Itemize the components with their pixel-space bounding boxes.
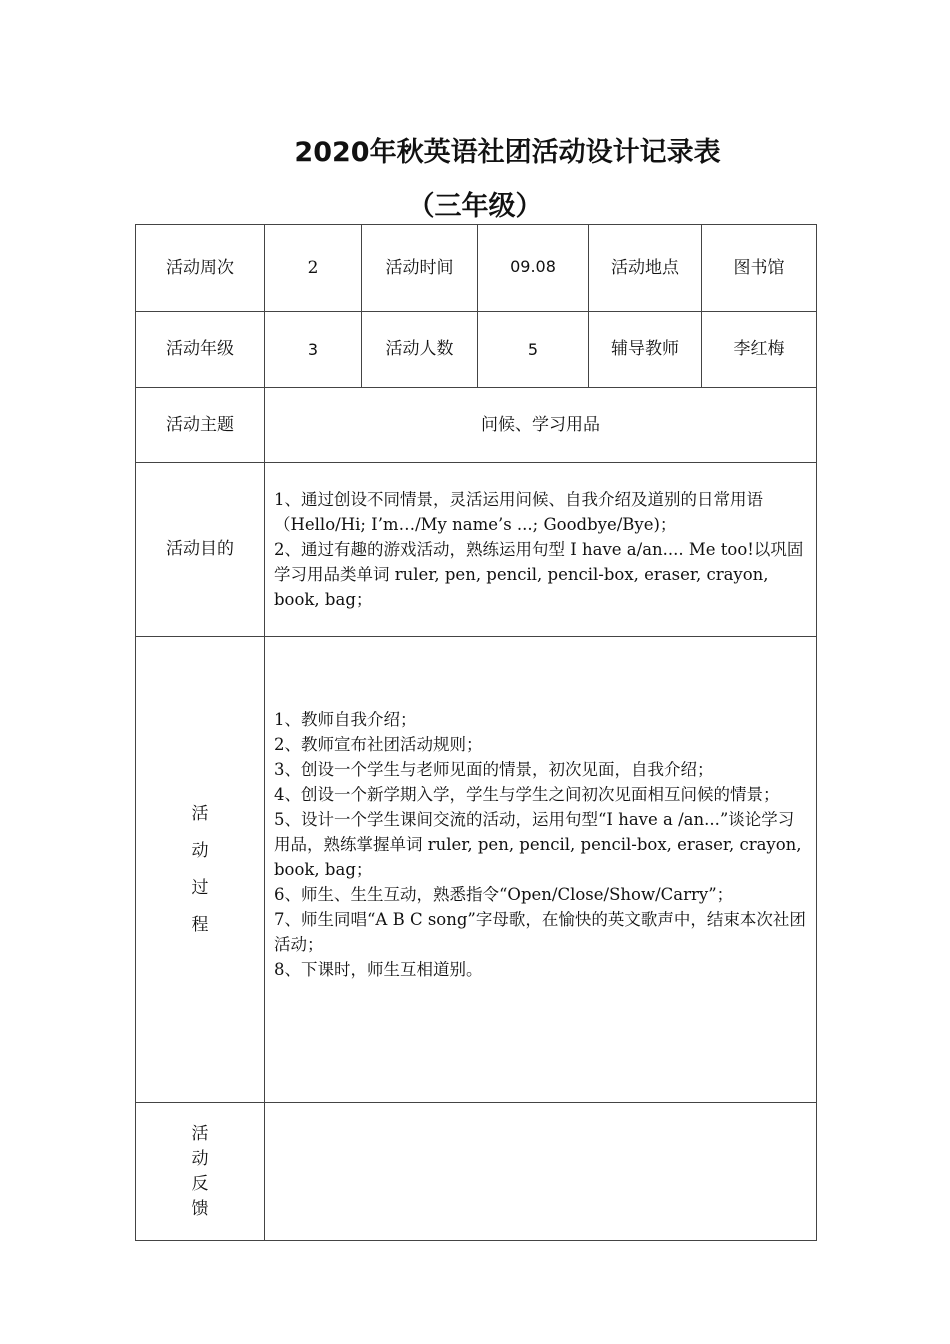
week-label-cell: 活动周次: [136, 225, 265, 312]
teacher-label-cell: 辅导教师: [589, 312, 702, 388]
goal-label-cell: 活动目的: [136, 463, 265, 637]
place-label-cell: 活动地点: [589, 225, 702, 312]
process-line: 1、教师自我介绍；: [274, 710, 417, 729]
process-line: 4、创设一个新学期入学，学生与学生之间初次见面相互问候的情景；: [274, 785, 780, 804]
grade-value-cell: 3: [265, 312, 362, 388]
goal-line: 1、通过创设不同情景，灵活运用问候、自我介绍及道别的日常用语（Hello/Hi; I’m…/My name’s ...; Goodbye/Bye)；: [274, 490, 763, 534]
table-row-week: [136, 225, 817, 312]
time-value-cell: 09.08: [478, 225, 589, 312]
place-value-cell: 图书馆: [702, 225, 817, 312]
process-label-char: 过: [191, 877, 209, 898]
activity-record-table: [135, 224, 817, 1241]
process-label-char: 程: [191, 914, 209, 935]
process-label-char: 活: [191, 803, 209, 824]
goal-line: 2、通过有趣的游戏活动，熟练运用句型 I have a/an.... Me too!以巩固学习用品类单词 ruler, pen, pencil, pencil-box, eraser, crayon, book, bag；: [274, 540, 804, 609]
feedback-label-char: 动: [191, 1148, 209, 1169]
process-line: 2、教师宣布社团活动规则；: [274, 735, 483, 754]
feedback-label-char: 反: [191, 1173, 209, 1194]
table-row-theme: [136, 388, 817, 463]
process-label-char: 动: [191, 840, 209, 861]
document-subtitle: [0, 184, 950, 223]
week-value-cell: 2: [265, 225, 362, 312]
feedback-label-char: 馈: [191, 1198, 209, 1219]
feedback-label-cell: [136, 1103, 265, 1241]
teacher-value-cell: 李红梅: [702, 312, 817, 388]
table-row-grade: [136, 312, 817, 388]
document-title: [0, 130, 950, 169]
process-line: 6、师生、生生互动，熟悉指令“Open/Close/Show/Carry”；: [274, 885, 734, 904]
table-row-process: [136, 637, 817, 1103]
theme-value-cell: 问候、学习用品: [265, 388, 817, 463]
table-row-goal: [136, 463, 817, 637]
document-title-text: 2020年秋英语社团活动设计记录表: [294, 137, 721, 168]
process-label-cell: [136, 637, 265, 1103]
document-subtitle-text: （三年级）: [407, 191, 543, 222]
process-line: 3、创设一个学生与老师见面的情景，初次见面，自我介绍；: [274, 760, 714, 779]
table-row-feedback: [136, 1103, 817, 1241]
grade-label-cell: 活动年级: [136, 312, 265, 388]
feedback-content-cell[interactable]: [265, 1103, 817, 1241]
time-label-cell: 活动时间: [362, 225, 478, 312]
feedback-label-char: 活: [191, 1123, 209, 1144]
count-value-cell: 5: [478, 312, 589, 388]
count-label-cell: 活动人数: [362, 312, 478, 388]
process-line: 5、设计一个学生课间交流的活动，运用句型“I have a /an...”谈论学习用品，熟练掌握单词 ruler, pen, pencil, pencil-box, eraser, crayon, book, bag；: [274, 810, 802, 879]
goal-content-cell: [265, 463, 817, 637]
process-line: 8、下课时，师生互相道别。: [274, 960, 483, 979]
theme-label-cell: 活动主题: [136, 388, 265, 463]
process-content-cell: [265, 637, 817, 1103]
process-line: 7、师生同唱“A B C song”字母歌，在愉快的英文歌声中，结束本次社团活动；: [274, 910, 806, 954]
